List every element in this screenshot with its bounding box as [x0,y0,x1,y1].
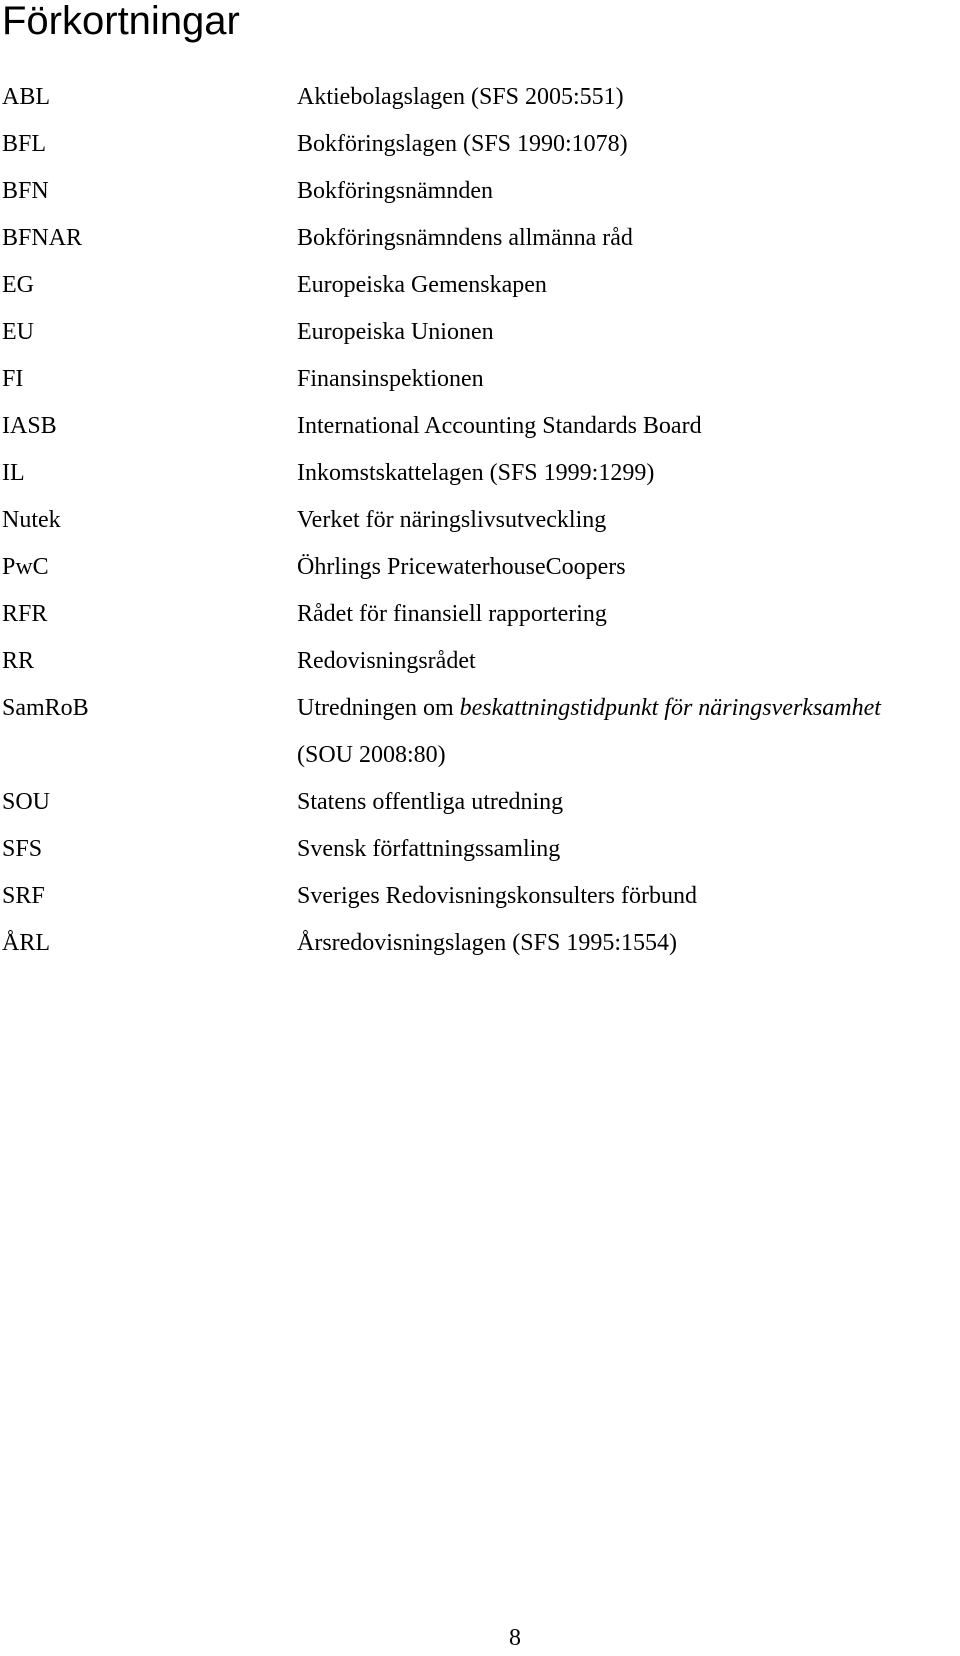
abbreviation-term: FI [2,366,24,392]
abbreviation-row [0,685,960,779]
abbreviation-definition: Årsredovisningslagen (SFS 1995:1554) [297,930,677,956]
abbreviation-definition: Rådet för finansiell rapportering [297,601,607,627]
abbreviation-term: BFL [2,131,47,157]
abbreviation-row [0,168,960,215]
abbreviation-term: RR [2,648,35,674]
abbreviation-definition: Finansinspektionen [297,366,484,392]
abbreviation-term: RFR [2,601,48,627]
definition-line [297,685,881,732]
abbreviation-row [0,74,960,121]
abbreviation-term: EU [2,319,34,345]
abbreviation-term: PwC [2,554,49,580]
abbreviation-term: BFN [2,178,49,204]
page-number: 8 [509,1625,521,1651]
abbreviation-row [0,121,960,168]
abbreviation-row [0,403,960,450]
abbreviation-term: IL [2,460,25,486]
abbreviation-definition: Öhrlings PricewaterhouseCoopers [297,554,626,580]
abbreviation-definition: Bokföringsnämnden [297,178,493,204]
abbreviation-row [0,638,960,685]
abbreviation-term: Nutek [2,507,61,533]
abbreviation-definition: Aktiebolagslagen (SFS 2005:551) [297,84,624,110]
abbreviation-row [0,779,960,826]
abbreviation-term: SRF [2,883,45,909]
abbreviation-definition: Europeiska Unionen [297,319,494,345]
abbreviation-term: SamRoB [2,695,89,721]
abbreviation-list [0,74,960,967]
definition-prefix: Utredningen om [297,695,454,721]
abbreviation-definition: Bokföringslagen (SFS 1990:1078) [297,131,628,157]
abbreviation-definition [297,685,881,779]
abbreviation-term: EG [2,272,34,298]
abbreviation-definition: Verket för näringslivsutveckling [297,507,607,533]
definition-title: beskattningstidpunkt för näringsverksamhet [459,695,881,721]
abbreviation-row [0,262,960,309]
abbreviation-row [0,873,960,920]
abbreviation-definition: Inkomstskattelagen (SFS 1999:1299) [297,460,655,486]
abbreviation-row [0,497,960,544]
abbreviation-row [0,215,960,262]
abbreviation-term: BFNAR [2,225,83,251]
definition-suffix: (SOU 2008:80) [297,742,446,768]
abbreviation-row [0,544,960,591]
abbreviation-row [0,920,960,967]
abbreviation-definition: Bokföringsnämndens allmänna råd [297,225,633,251]
abbreviation-row [0,826,960,873]
abbreviation-row [0,591,960,638]
abbreviation-term: IASB [2,413,57,439]
page-title: Förkortningar [2,0,240,43]
abbreviation-row [0,450,960,497]
abbreviation-term: SOU [2,789,51,815]
abbreviation-row [0,356,960,403]
abbreviation-definition: Svensk författningssamling [297,836,561,862]
abbreviation-term: ÅRL [2,930,50,956]
abbreviation-term: SFS [2,836,43,862]
abbreviation-definition: International Accounting Standards Board [297,413,702,439]
abbreviation-term: ABL [2,84,50,110]
abbreviation-definition: Europeiska Gemenskapen [297,272,547,298]
abbreviation-row [0,309,960,356]
abbreviation-definition: Redovisningsrådet [297,648,476,674]
abbreviation-definition: Sveriges Redovisningskonsulters förbund [297,883,697,909]
abbreviation-definition: Statens offentliga utredning [297,789,564,815]
